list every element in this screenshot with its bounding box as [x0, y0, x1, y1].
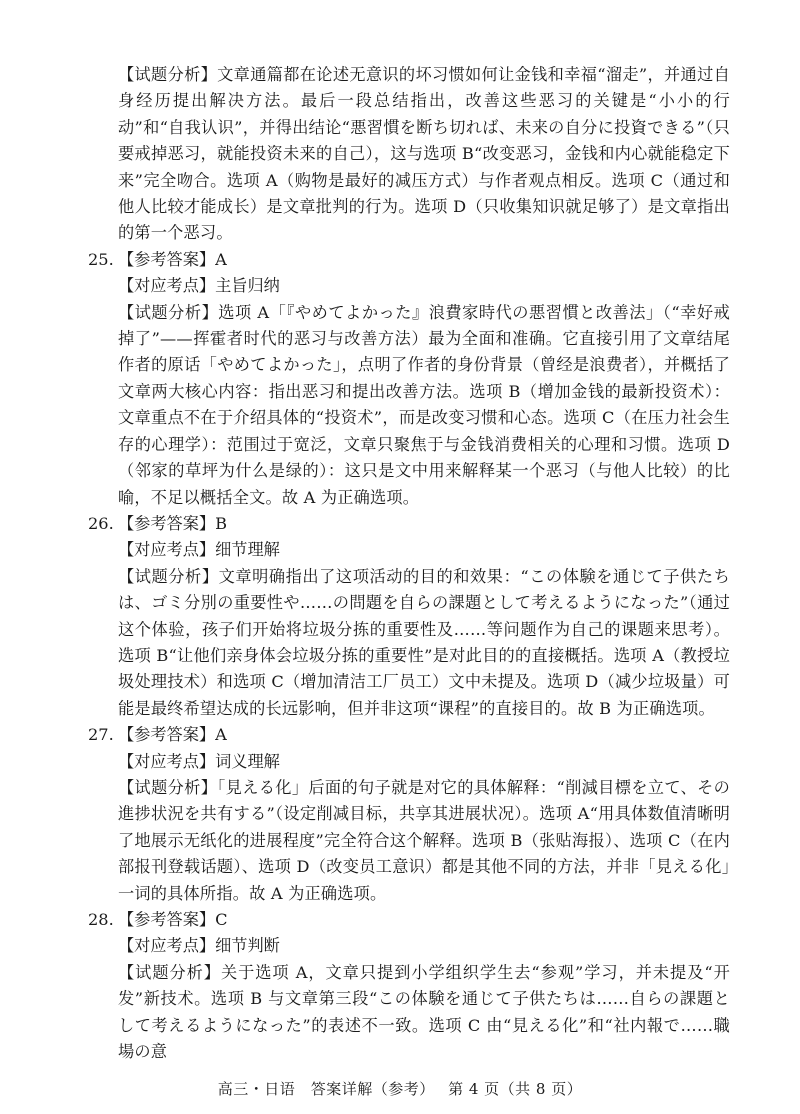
- footer-page-number: 第 4 页（共 8 页）: [448, 1080, 583, 1098]
- reference-answer: 【参考答案】A: [118, 725, 227, 745]
- reference-answer: 【参考答案】A: [118, 249, 227, 269]
- question-analysis: 【试题分析】文章明确指出了这项活动的目的和效果：“この体験を通じて子供たちは、ゴミ分別の重要性や……の問題を自らの課題として考えるようになった”（通过这个体验，孩子们开始将垃圾分拣的重要性及……等问题作为自己的课题来思考）。选项 B“让他们亲身体会垃圾分拣的重要性”是对此目的的直接概括。选项 A（教授垃圾处理技术）和选项 C（增加清洁工厂员工）文中未提及。选项 D（减少垃圾量）可能是最终希望达成的长远影响，但并非这项“课程”的直接目的。故 B 为正确选项。: [118, 566, 730, 718]
- question-27: [88, 722, 730, 907]
- question-analysis: 【试题分析】关于选项 A，文章只提到小学组织学生去“参观”学习，并未提及“开发”新技术。选项 B 与文章第三段“この体験を通じて子供たちは……自らの課題として考えるようになった”的表述不一致。选项 C 由“見える化”和“社内報で……職場の意: [118, 962, 730, 1062]
- question-number: 27.: [88, 725, 114, 745]
- question-analysis: 【试题分析】「見える化」后面的句子就是对它的具体解释：“削減目標を立て、その進捗状況を共有する”（设定削减目标，共享其进展状况）。选项 A“用具体数值清晰明了地展示无纸化的进展程度”完全符合这个解释。选项 B（张贴海报）、选项 C（在内部报刊登载话题）、选项 D（改变员工意识）都是其他不同的方法，并非「見える化」一词的具体所指。故 A 为正确选项。: [118, 777, 730, 903]
- exam-point: 【对应考点】词义理解: [118, 751, 280, 771]
- page-content: [88, 62, 730, 1065]
- question-number: 25.: [88, 249, 114, 269]
- reference-answer: 【参考答案】C: [118, 910, 228, 929]
- question-number: 28.: [88, 910, 114, 929]
- question-analysis: 【试题分析】选项 A「『やめてよかった』浪費家時代の悪習慣と改善法」（“幸好戒掉了”——挥霍者时代的恶习与改善方法）最为全面和准确。它直接引用了文章结尾作者的原话「やめてよかった」，点明了作者的身份背景（曾经是浪费者），并概括了文章两大核心内容：指出恶习和提出改善方法。选项 B（增加金钱的最新投资术）：文章重点不在于介绍具体的“投资术”，而是改变习惯和心态。选项 C（在压力社会生存的心理学）：范围过于宽泛，文章只聚焦于与金钱消费相关的心理和习惯。选项 D（邻家的草坪为什么是绿的）：这只是文中用来解释某一个恶习（与他人比较）的比喻，不足以概括全文。故 A 为正确选项。: [118, 302, 730, 507]
- footer-title: 高三・日语 答案详解（参考）: [217, 1080, 435, 1098]
- question-26: [88, 511, 730, 722]
- reference-answer: 【参考答案】B: [118, 513, 228, 533]
- question-28: [88, 907, 730, 1065]
- prev-analysis: 【试题分析】文章通篇都在论述无意识的坏习惯如何让金钱和幸福“溜走”，并通过自身经历提出解决方法。最后一段总结指出，改善这些恶习的关键是“小小的行动”和“自我认识”，并得出结论“悪習慣を断ち切れば、未来の自分に投資できる”（只要戒掉恶习，就能投资未来的自己），这与选项 B“改变恶习，金钱和内心就能稳定下来”完全吻合。选项 A（购物是最好的减压方式）与作者观点相反。选项 C（通过和他人比较才能成长）是文章批判的行为。选项 D（只收集知识就足够了）是文章指出的第一个恶习。: [118, 65, 730, 243]
- exam-point: 【对应考点】细节理解: [118, 540, 280, 560]
- question-25: [88, 247, 730, 511]
- page-footer: [0, 1078, 800, 1099]
- exam-point: 【对应考点】细节判断: [118, 936, 280, 956]
- question-number: 26.: [88, 513, 114, 533]
- exam-point: 【对应考点】主旨归纳: [118, 276, 280, 296]
